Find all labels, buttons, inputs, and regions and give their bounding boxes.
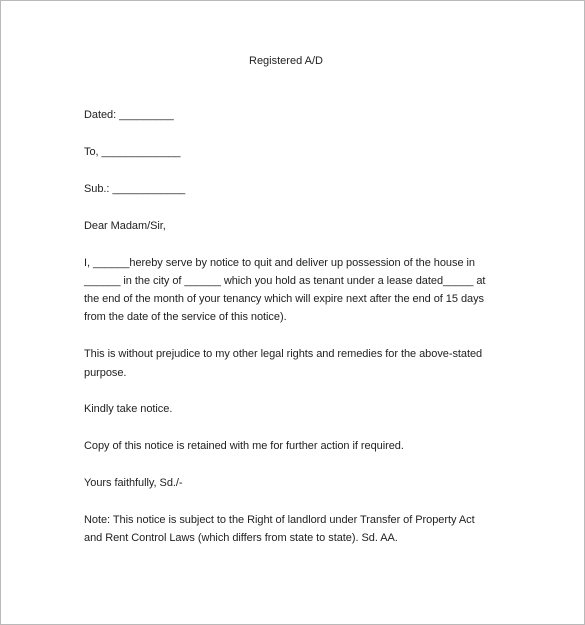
note-line-1: Note: This notice is subject to the Right of landlord under Transfer of Property Act (84, 514, 475, 526)
body-paragraph-1-line-3: the end of the month of your tenancy which will expire next after the end of 15 days (84, 293, 484, 305)
copy-line: Copy of this notice is retained with me for further action if required. (84, 440, 404, 452)
notice-line: Kindly take notice. (84, 403, 173, 415)
body-paragraph-2-line-1: This is without prejudice to my other legal rights and remedies for the above-stated (84, 348, 483, 360)
body-paragraph-1-line-2: ______ in the city of ______ which you hold as tenant under a lease dated_____ at (84, 275, 486, 287)
body-paragraph-2-line-2: purpose. (84, 367, 127, 379)
body-paragraph-1-line-1: I, ______hereby serve by notice to quit and deliver up possession of the house in (84, 257, 475, 269)
salutation: Dear Madam/Sir, (84, 220, 166, 232)
document-title: Registered A/D (249, 55, 323, 67)
dated-line: Dated: _________ (84, 109, 174, 121)
note-line-2: and Rent Control Laws (which differs from state to state). Sd. AA. (84, 532, 398, 544)
body-paragraph-1-line-4: from the date of the service of this notice). (84, 311, 287, 323)
subject-line: Sub.: ____________ (84, 183, 186, 195)
closing-line: Yours faithfully, Sd./- (84, 477, 183, 489)
to-line: To, _____________ (84, 146, 181, 158)
